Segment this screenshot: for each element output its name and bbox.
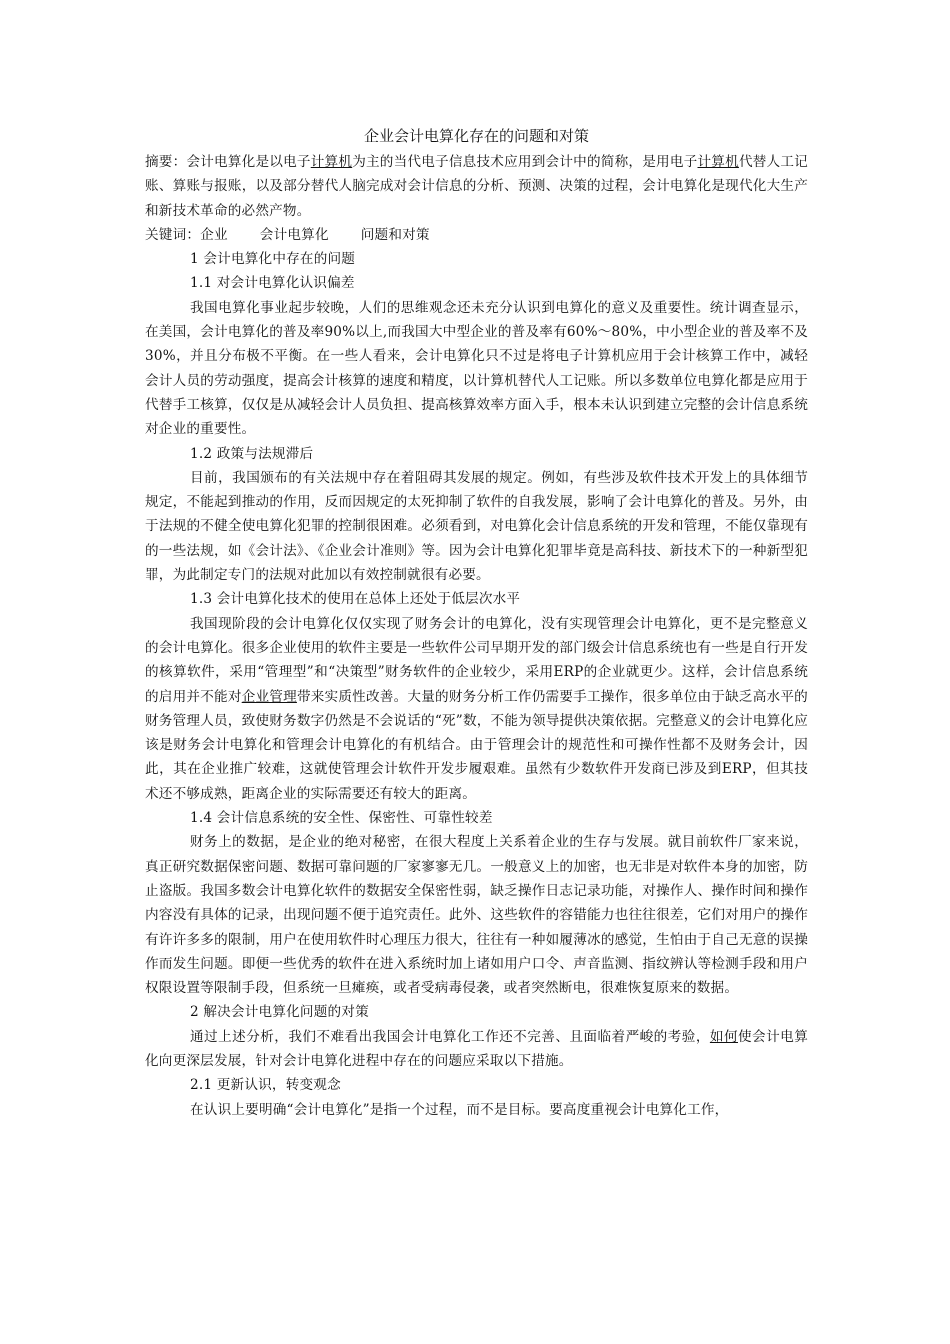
section-heading-1-2: 1.2 政策与法规滞后 (190, 445, 314, 462)
section-heading-1-3: 1.3 会计电算化技术的使用在总体上还处于低层次水平 (190, 591, 521, 608)
abstract-paragraph: 摘要：会计电算化是以电子计算机为主的当代电子信息技术应用到会计中的简称，是用电子计算机代替人工记账、算账与报账，以及部分替代人脑完成对会计信息的分析、预测、决策的过程，会计电算化是现代化大生产和新技术革命的必然产物。 (145, 154, 808, 219)
paragraph-2: 通过上述分析，我们不难看出我国会计电算化工作还不完善、且面临着严峻的考验，如何使会计电算化向更深层发展，针对会计电算化进程中存在的问题应采取以下措施。 (145, 1028, 808, 1069)
section-heading-2: 2 解决会计电算化问题的对策 (190, 1004, 369, 1021)
enterprise-management-link[interactable]: 企业管理 (241, 688, 297, 705)
paragraph-1-1: 我国电算化事业起步较晚，人们的思维观念还未充分认识到电算化的意义及重要性。统计调查显示，在美国，会计电算化的普及率90%以上,而我国大中型企业的普及率有60%～80%，中小型企业的普及率不及30%，并且分布极不平衡。在一些人看来，会计电算化只不过是将电子计算机应用于会计核算工作中，减轻会计人员的劳动强度，提高会计核算的速度和精度，以计算机替代人工记账。所以多数单位电算化都是应用于代替手工核算，仅仅是从减轻会计人员负担、提高核算效率方面入手，根本未认识到建立完整的会计信息系统对企业的重要性。 (145, 299, 808, 438)
document-title: 企业会计电算化存在的问题和对策 (363, 127, 589, 145)
paragraph-2-1: 在认识上要明确“会计电算化”是指一个过程，而不是目标。要高度重视会计电算化工作， (190, 1101, 729, 1118)
paragraph-1-3: 我国现阶段的会计电算化仅仅实现了财务会计的电算化，没有实现管理会计电算化，更不是完整意义的会计电算化。很多企业使用的软件主要是一些软件公司早期开发的部门级会计信息系统也有一些是自行开发的核算软件，采用“管理型”和“决策型”财务软件的企业较少，采用ERP的企业就更少。这样，会计信息系统的启用并不能对企业管理带来实质性改善。大量的财务分析工作仍需要手工操作，很多单位由于缺乏高水平的财务管理人员，致使财务数字仍然是不会说话的“死”数，不能为领导提供决策依据。完整意义的会计电算化应该是财务会计电算化和管理会计电算化的有机结合。由于管理会计的规范性和可操作性都不及财务会计，因此，其在企业推广较难，这就使管理会计软件开发步履艰难。虽然有少数软件开发商已涉及到ERP，但其技术还不够成熟，距离企业的实际需要还有较大的距离。 (145, 615, 808, 802)
how-link[interactable]: 如何 (709, 1028, 738, 1045)
section-heading-1-4: 1.4 会计信息系统的安全性、保密性、可靠性较差 (190, 810, 493, 827)
paragraph-1-2: 目前，我国颁布的有关法规中存在着阻碍其发展的规定。例如，有些涉及软件技术开发上的具体细节规定，不能起到推动的作用，反而因规定的太死抑制了软件的自我发展，影响了会计电算化的普及。另外，由于法规的不健全使电算化犯罪的控制很困难。必须看到，对电算化会计信息系统的开发和管理，不能仅靠现有的一些法规，如《会计法》、《企业会计准则》等。因为会计电算化犯罪毕竟是高科技、新技术下的一种新型犯罪，为此制定专门的法规对此加以有效控制就很有必要。 (145, 469, 808, 584)
section-heading-1-1: 1.1 对会计电算化认识偏差 (190, 275, 355, 292)
section-heading-1: 1 会计电算化中存在的问题 (190, 251, 356, 268)
computer-link[interactable]: 计算机 (310, 154, 353, 170)
paragraph-1-4: 财务上的数据，是企业的绝对秘密，在很大程度上关系着企业的生存与发展。就目前软件厂家来说，真正研究数据保密问题、数据可靠问题的厂家寥寥无几。一般意义上的加密，也无非是对软件本身的加密，防止盗版。我国多数会计电算化软件的数据安全保密性弱，缺乏操作日志记录功能，对操作人、操作时间和操作内容没有具体的记录，出现问题不便于追究责任。此外、这些软件的容错能力也往往很差，它们对用户的操作有许许多多的限制，用户在使用软件时心理压力很大，往往有一种如履薄冰的感觉，生怕由于自己无意的误操作而发生问题。即便一些优秀的软件在进入系统时加上诸如用户口令、声音监测、指纹辨认等检测手段和用户权限设置等限制手段，但系统一旦瘫痪，或者受病毒侵袭，或者突然断电，很难恢复原来的数据。 (145, 834, 808, 997)
keywords-line (145, 223, 808, 247)
abstract-label: 摘要： (145, 154, 187, 170)
keyword-item: 问题和对策 (360, 226, 430, 243)
section-heading-2-1: 2.1 更新认识，转变观念 (190, 1077, 341, 1094)
keyword-item: 企业 (200, 226, 228, 243)
keyword-item: 会计电算化 (259, 226, 329, 243)
keywords-label: 关键词： (145, 226, 201, 243)
document-page (145, 126, 808, 1122)
computer-link-2[interactable]: 计算机 (697, 154, 739, 170)
